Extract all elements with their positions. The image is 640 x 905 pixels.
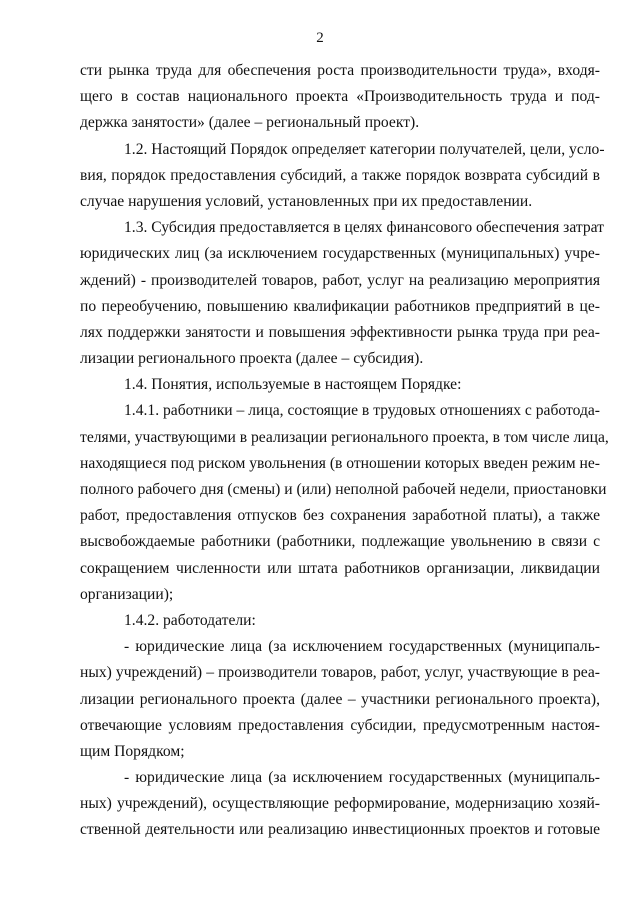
- text-line: юридических лиц (за исключением государственных (муниципальных) учре-: [80, 245, 600, 263]
- text-line: щим Порядком;: [80, 742, 185, 760]
- page-number: 2: [316, 30, 324, 46]
- text-line: вия, порядок предоставления субсидий, а также порядок возврата субсидий в: [80, 166, 600, 184]
- text-line: щего в состав национального проекта «Производительность труда и под-: [80, 88, 600, 106]
- text-line: находящиеся под риском увольнения (в отношении которых введен режим не-: [80, 454, 600, 472]
- text-line: высвобождаемые работники (работники, подлежащие увольнению в связи с: [80, 533, 600, 551]
- document-body: [80, 58, 609, 844]
- text-line: ных) учреждений), осуществляющие реформирование, модернизацию хозяй-: [80, 795, 600, 813]
- text-line: лизации регионального проекта (далее – участники регионального проекта),: [80, 690, 600, 708]
- text-line: отвечающие условиям предоставления субсидии, предусмотренным настоя-: [80, 716, 600, 734]
- text-line: полного рабочего дня (смены) и (или) неполной рабочей недели, приостановки: [80, 481, 607, 498]
- text-line: лях поддержки занятости и повышения эффективности рынка труда при реа-: [80, 323, 600, 341]
- text-line: ждений) - производителей товаров, работ, услуг на реализацию мероприятия: [80, 271, 600, 289]
- text-line: - юридические лица (за исключением государственных (муниципаль-: [124, 638, 600, 656]
- text-line: 1.3. Субсидия предоставляется в целях финансового обеспечения затрат: [124, 219, 604, 237]
- text-line: организации);: [80, 585, 174, 603]
- text-line: сокращением численности или штата работников организации, ликвидации: [80, 559, 600, 577]
- text-line: 1.4.1. работники – лица, состоящие в трудовых отношениях с работода-: [124, 402, 600, 420]
- text-line: по переобучению, повышению квалификации работников предприятий в це-: [80, 297, 600, 315]
- text-line: 1.4.2. работодатели:: [124, 611, 256, 629]
- text-line: держка занятости» (далее – региональный проект).: [80, 114, 420, 132]
- text-line: случае нарушения условий, установленных при их предоставлении.: [80, 192, 533, 210]
- text-line: сти рынка труда для обеспечения роста производительности труда», входя-: [80, 62, 600, 79]
- text-line: - юридические лица (за исключением государственных (муниципаль-: [124, 769, 600, 787]
- text-line: работ, предоставления отпусков без сохранения заработной платы), а также: [80, 507, 600, 525]
- text-line: ных) учреждений) – производители товаров, работ, услуг, участвующие в реа-: [80, 664, 600, 682]
- text-line: телями, участвующими в реализации регионального проекта, в том числе лица,: [80, 428, 609, 446]
- text-line: лизации регионального проекта (далее – субсидия).: [80, 350, 424, 368]
- text-line: 1.2. Настоящий Порядок определяет категории получателей, цели, усло-: [124, 140, 605, 158]
- text-line: ственной деятельности или реализацию инвестиционных проектов и готовые: [80, 821, 600, 839]
- text-line: 1.4. Понятия, используемые в настоящем Порядке:: [124, 376, 462, 394]
